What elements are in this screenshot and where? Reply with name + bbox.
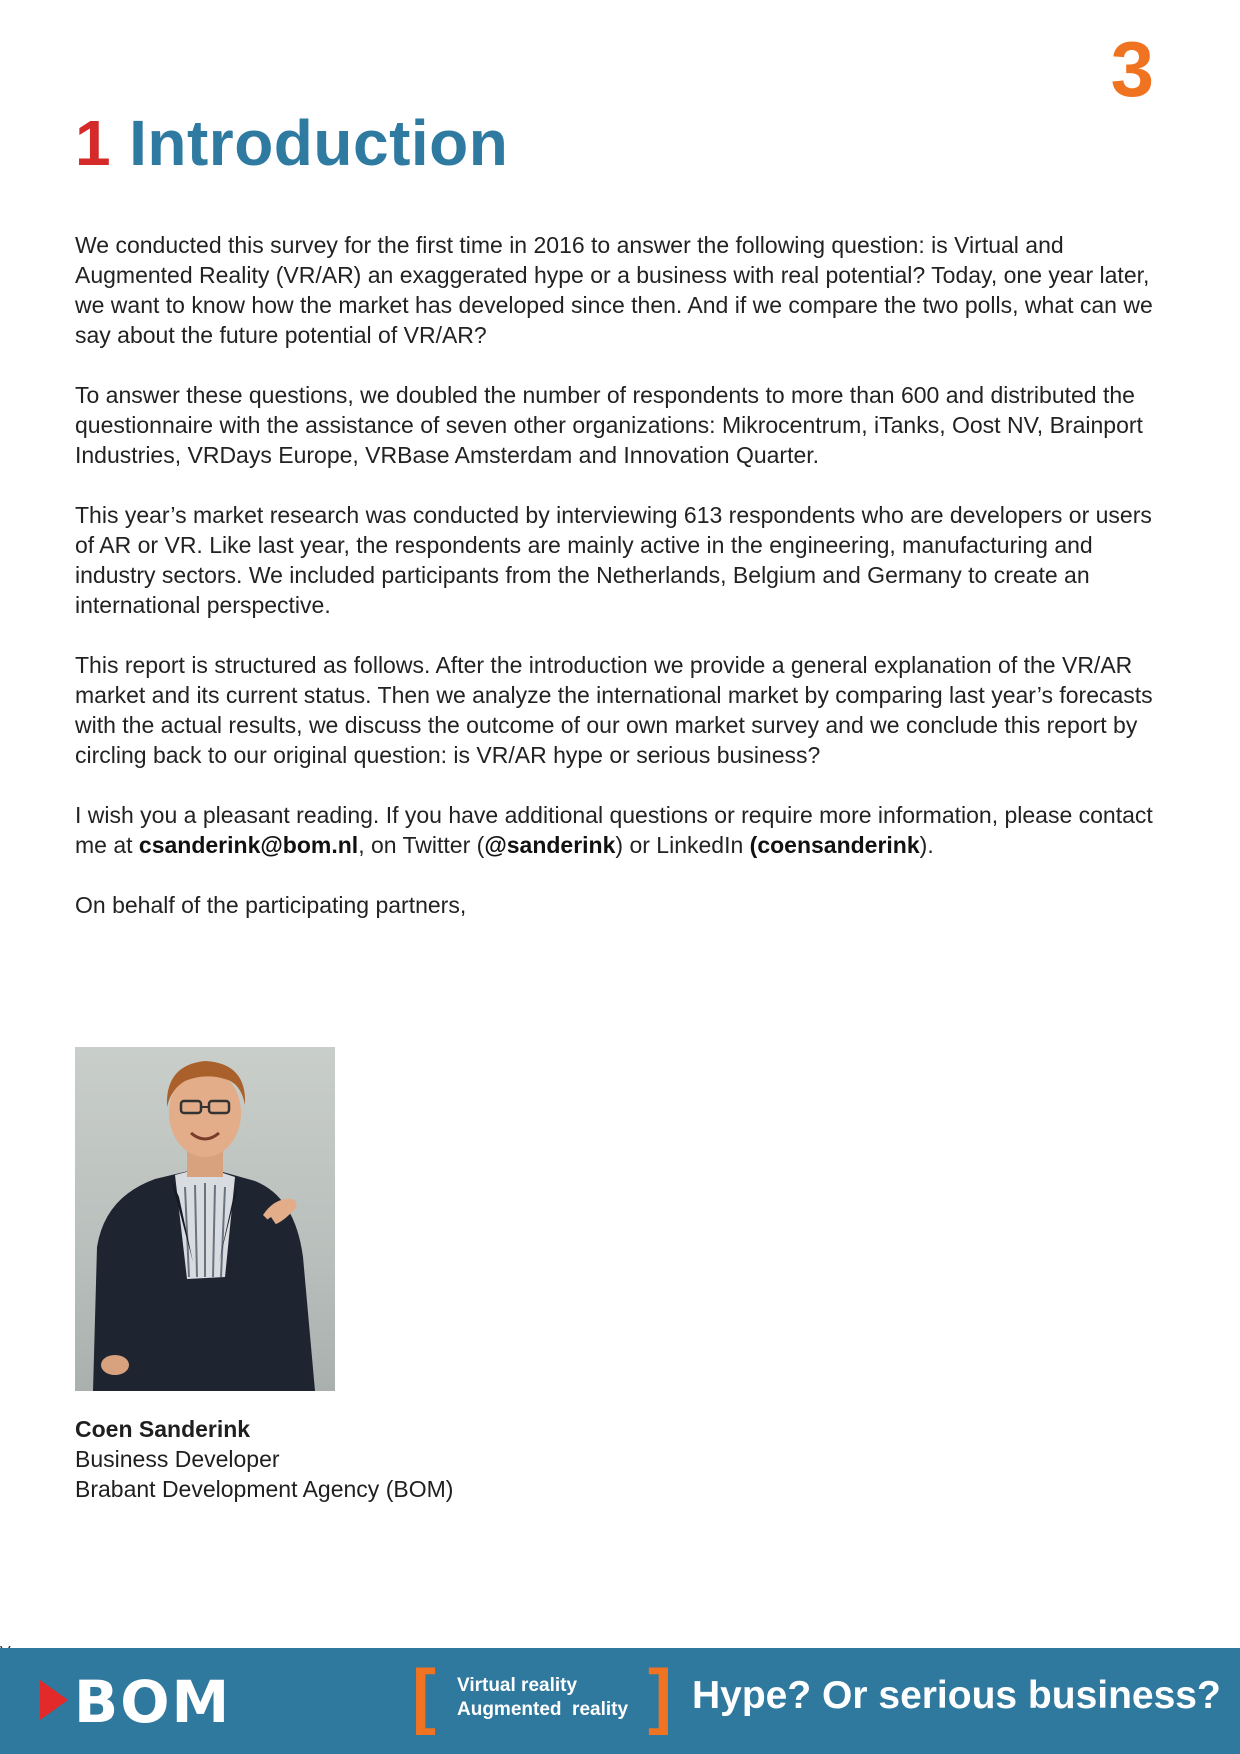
section-number: 1 [75,107,112,179]
portrait-illustration [75,1047,335,1391]
section-heading [75,106,508,180]
section-title: Introduction [129,107,509,179]
page-number: 3 [1110,25,1154,113]
paragraph-contact [75,800,1175,860]
contact-email-link[interactable]: csanderink@bom.nl [138,832,359,858]
contact-end: ). [919,832,934,858]
paragraph-closing: On behalf of the participating partners, [75,892,467,918]
footer-topic-vr: Virtual reality [457,1675,578,1696]
footer-topic-ar: Augmented reality [457,1699,629,1720]
footer-bracket-right: ] [648,1656,672,1736]
contact-intro: I wish you a pleasant reading. If you have additional questions or require more information, please contact me at [75,802,1153,858]
author-role: Business Developer [75,1446,280,1472]
paragraph-market-research: This year’s market research was conducted by interviewing 613 respondents who are developers or users of AR or VR. Like last year, the respondents are mainly active in the engineering, manufacturing and industry sectors. We included participants from the Netherlands, Belgium and Germany to create an international perspective. [75,502,1152,618]
signature-block [75,1414,453,1504]
author-organization: Brabant Development Agency (BOM) [75,1476,454,1502]
paragraph-report-structure: This report is structured as follows. After the introduction we provide a general explanation of the VR/AR market and its current status. Then we analyze the international market by comparing last year’s forecasts with the actual results, we discuss the outcome of our own market survey and we conclude this report by circling back to our original question: is VR/AR hype or serious business? [75,652,1153,768]
contact-linkedin-handle[interactable]: (coensanderink [749,832,920,858]
contact-twitter-handle[interactable]: @sanderink [484,832,616,858]
contact-twitter-prefix: , on Twitter ( [358,832,485,858]
contact-linkedin-prefix: ) or LinkedIn [615,832,750,858]
introduction-body [75,230,1175,950]
paragraph-survey-origin: We conducted this survey for the first time in 2016 to answer the following question: is Virtual and Augmented Reality (VR/AR) an exaggerated hype or a business with real potential? Today, one year later, we want to know how the market has developed since then. And if we compare the two polls, what can we say about the future potential of VR/AR? [75,232,1153,348]
bom-logo: BOM [74,1668,232,1736]
author-name: Coen Sanderink [75,1416,251,1442]
bom-logo-triangle-icon [40,1680,68,1720]
footer-topics [457,1674,628,1722]
author-portrait [75,1047,335,1391]
footer-tagline: Hype? Or serious business? [692,1674,1221,1717]
footer-banner [0,1648,1240,1754]
footer-bracket-left: [ [412,1656,436,1736]
paragraph-respondents: To answer these questions, we doubled the number of respondents to more than 600 and distributed the questionnaire with the assistance of seven other organizations: Mikrocentrum, iTanks, Oost NV, Brainport Industries, VRDays Europe, VRBase Amsterdam and Innovation Quarter. [75,382,1143,468]
